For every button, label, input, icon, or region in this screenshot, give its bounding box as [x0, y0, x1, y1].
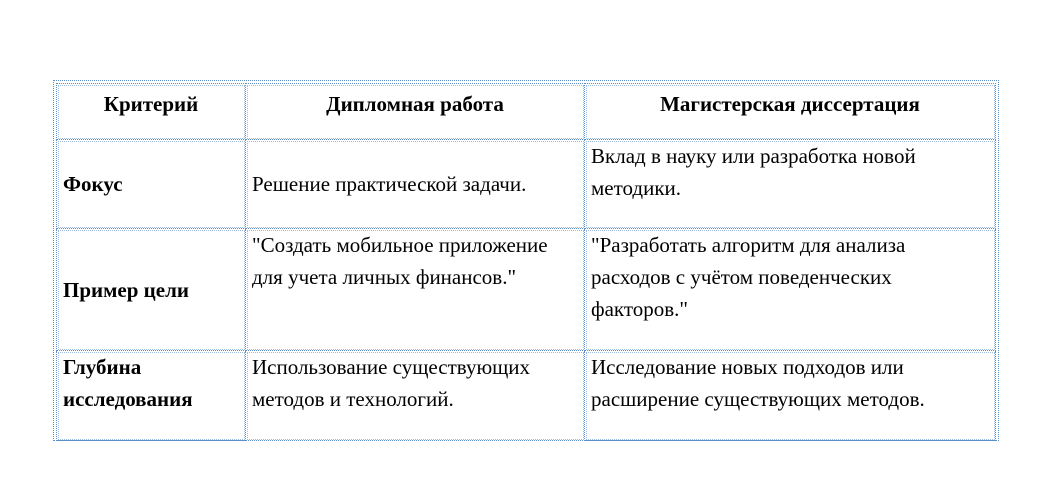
row-master-value: Вклад в науку или разработка новой методики.: [585, 140, 996, 229]
header-diploma: Дипломная работа: [246, 84, 585, 140]
table-header-row: [57, 84, 996, 140]
row-criterion: Глубина исследования: [57, 351, 246, 441]
row-diploma-value: Использование существующих методов и технологий.: [246, 351, 585, 441]
table-row: [57, 140, 996, 229]
comparison-table: [56, 83, 996, 441]
comparison-table-frame: [53, 80, 999, 441]
row-criterion: Пример цели: [57, 229, 246, 351]
row-master-value: Исследование новых подходов или расширение существующих методов.: [585, 351, 996, 441]
row-diploma-value: Решение практической задачи.: [246, 140, 585, 229]
row-master-value: "Разработать алгоритм для анализа расходов с учётом поведенческих факторов.": [585, 229, 996, 351]
header-criterion: Критерий: [57, 84, 246, 140]
table-row: [57, 229, 996, 351]
table-row: [57, 351, 996, 441]
row-diploma-value: "Создать мобильное приложение для учета личных финансов.": [246, 229, 585, 351]
header-master: Магистерская диссертация: [585, 84, 996, 140]
row-criterion: Фокус: [57, 140, 246, 229]
